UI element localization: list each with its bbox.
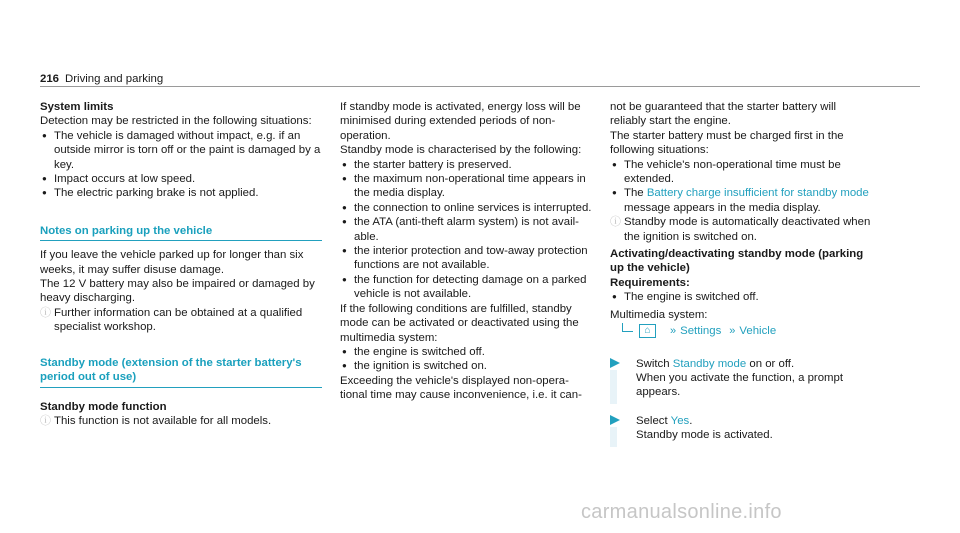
list-item: ● the starter battery is preserved. [342,158,512,171]
page-header [40,72,163,86]
path-settings: Settings [680,325,722,338]
list-item: ● the maximum non-operational time appears in the media display. [342,173,586,200]
path-vehicle: Vehicle [739,325,777,338]
info-icon: ⓘ [610,216,621,229]
notes-paragraph: The 12 V battery may also be impaired or damaged by heavy discharging. [40,278,315,305]
multimedia-label: Multimedia system: [610,308,708,321]
requirements-label: Requirements: [610,276,690,289]
watermark: carmanualsonline.info [581,501,782,523]
column-3 [610,100,872,443]
info-icon: ⓘ [40,414,51,427]
info-note: ⓘ This function is not available for all models. [40,414,272,427]
paragraph: Exceeding the vehicle's displayed non-operational time may cause inconvenience, i.e. it can- [340,374,582,402]
list-item: ● the ignition is switched on. [342,360,487,373]
info-icon: ⓘ [40,306,51,319]
info-note: ⓘ Standby mode is automatically deactivated when the ignition is switched on. [610,216,871,243]
step-bar [610,427,617,447]
list-item: ● the engine is switched off. [342,345,485,358]
info-note: ⓘ Further information can be obtained at a qualified specialist workshop. [40,306,303,334]
list-item: ● The Battery charge insufficient for standby mode message appears in the media display. [612,187,869,214]
list-item: ● the connection to online services is interrupted. [342,201,592,214]
heading-rule [40,387,322,388]
paragraph: Standby mode is characterised by the following: [340,144,582,157]
display-message: Battery charge insufficient for standby mode [646,187,869,200]
list-item: ● The engine is switched off. [612,291,759,304]
option-standby-mode: Standby mode [672,357,747,370]
list-item: ● the interior protection and tow-away protection functions are not available. [342,245,588,272]
notes-section [40,224,322,335]
column-1 [40,100,322,428]
heading-rule [40,240,322,241]
column-2 [340,100,592,403]
double-chevron-icon: » [670,325,677,338]
menu-path [610,324,872,338]
standby-function-heading: Standby mode function [40,400,167,413]
list-item: ● Impact occurs at low speed. [42,173,196,186]
requirements-list [610,290,872,304]
standby-section [40,356,322,429]
list-item: ● The vehicle's non-operational time must be extended. [612,158,841,186]
situations-list [610,158,872,216]
header-rule [40,86,920,87]
notes-paragraph: If you leave the vehicle parked up for longer than six weeks, it may suffer disuse damage. [40,249,304,276]
home-icon: ⌂ [639,324,656,338]
system-limits-intro: Detection may be restricted in the following situations: [40,115,312,128]
section-title: Driving and parking [65,73,164,85]
paragraph: If the following conditions are fulfilled, standby mode can be activated or deactivated using the multimedia system: [340,302,579,344]
list-item: ● the function for detecting damage on a parked vehicle is not available. [342,273,587,301]
step-1: Switch Standby mode on or off. When you activate the function, a prompt appears. [610,357,872,400]
activating-heading: Activating/deactivating standby mode (parking up the vehicle) [610,248,864,275]
page-number: 216 [40,73,60,85]
list-item: ● The electric parking brake is not applied. [42,187,259,200]
list-item: ● The vehicle is damaged without impact, e.g. if an outside mirror is torn off or the paint is damaged by a key. [42,129,321,171]
list-item: ● the ATA (anti-theft alarm system) is not available. [342,216,579,243]
characteristics-list [340,158,592,302]
step-arrow-icon [610,358,620,368]
system-limits-list [40,129,322,201]
option-yes: Yes [670,414,690,427]
return-arrow-icon [622,323,633,332]
step-bar [610,370,617,404]
step-2: Select Yes. Standby mode is activated. [610,414,872,443]
double-chevron-icon: » [729,325,736,338]
system-limits-heading: System limits [40,101,114,113]
standby-heading: Standby mode (extension of the starter battery's period out of use) [40,356,302,384]
paragraph: The starter battery must be charged first in the following situations: [610,129,844,157]
paragraph: not be guaranteed that the starter battery will reliably start the engine. [610,101,837,128]
step-arrow-icon [610,415,620,425]
conditions-list [340,345,592,374]
paragraph: If standby mode is activated, energy loss will be minimised during extended periods of non-operation. [340,101,581,142]
notes-heading: Notes on parking up the vehicle [40,224,213,237]
